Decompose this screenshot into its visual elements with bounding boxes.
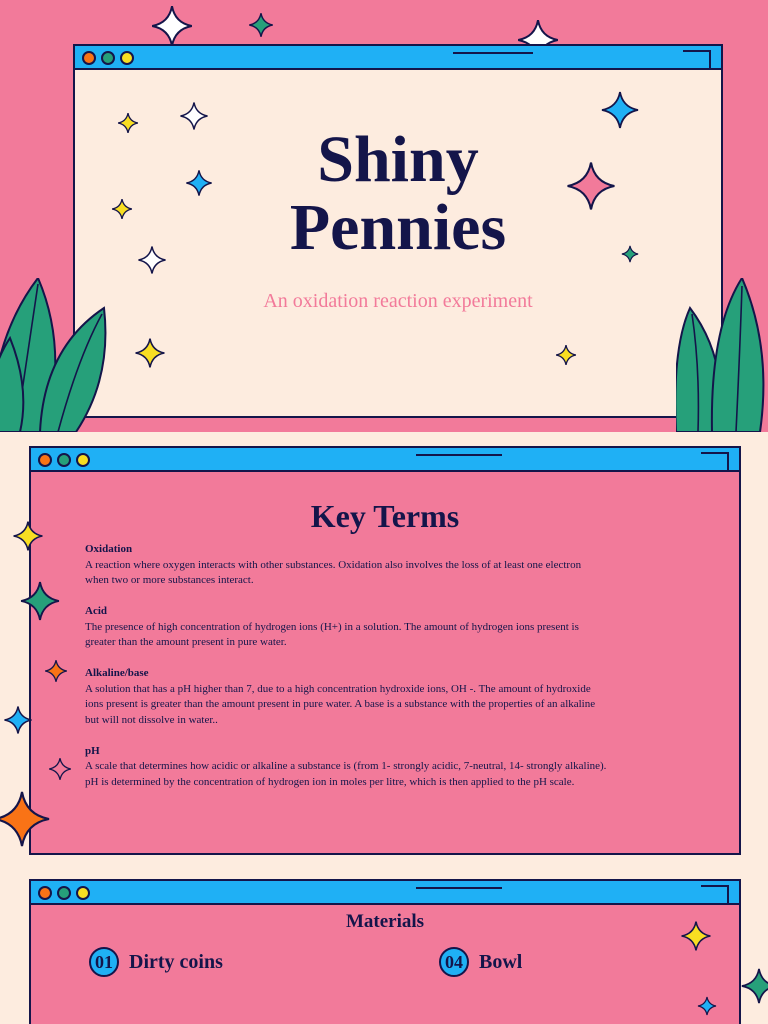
title-bar-corner bbox=[701, 452, 729, 470]
title-bar-corner bbox=[683, 50, 711, 68]
title-bar-line bbox=[416, 887, 502, 889]
window-dot-green bbox=[101, 51, 115, 65]
sparkle-icon bbox=[12, 520, 44, 552]
sparkle-icon bbox=[740, 964, 768, 1008]
window-dot-green bbox=[57, 453, 71, 467]
title-bar-corner bbox=[701, 885, 729, 903]
sparkle-icon bbox=[44, 658, 68, 684]
slide-title bbox=[75, 123, 721, 264]
term-definition-line: A solution that has a pH higher than 7, due to a high concentration hydroxide ions, OH -. The amount of hydroxide bbox=[85, 682, 591, 695]
materials-window bbox=[29, 879, 741, 1024]
title-bar-line bbox=[416, 454, 502, 456]
sparkle-icon bbox=[0, 784, 52, 854]
title-slide bbox=[0, 0, 768, 432]
window-dot-yellow bbox=[120, 51, 134, 65]
leaf-plant-left bbox=[0, 278, 112, 432]
term-name: pH bbox=[85, 744, 100, 757]
sparkle-icon bbox=[19, 580, 61, 622]
material-label: Dirty coins bbox=[129, 950, 223, 973]
term-definition-line: A scale that determines how acidic or alkaline a substance is (from 1- strongly acidic, 7-neutral, 14- strongly alkaline). bbox=[85, 760, 607, 772]
sparkle-icon bbox=[185, 169, 213, 197]
term-oxidation bbox=[85, 542, 705, 589]
sparkle-icon bbox=[3, 700, 33, 740]
sparkle-icon bbox=[621, 245, 639, 263]
term-alkaline-base bbox=[85, 666, 705, 728]
key-terms-list bbox=[85, 542, 705, 806]
sparkle-icon bbox=[117, 112, 139, 134]
window-dot-orange bbox=[38, 453, 52, 467]
leaf-plant-right bbox=[676, 278, 768, 432]
key-terms-slide bbox=[0, 432, 768, 864]
materials-title: Materials bbox=[345, 911, 425, 932]
sparkle-icon bbox=[134, 337, 166, 369]
sparkle-icon bbox=[150, 4, 194, 48]
sparkle-icon bbox=[555, 344, 577, 366]
sparkle-icon bbox=[179, 101, 209, 131]
material-item bbox=[439, 947, 522, 977]
sparkle-icon bbox=[697, 994, 717, 1018]
title-line-2: Pennies bbox=[289, 190, 507, 264]
sparkle-icon bbox=[565, 160, 617, 212]
term-name: Acid bbox=[85, 605, 107, 617]
material-number-badge: 01 bbox=[89, 947, 119, 977]
title-bar-line bbox=[453, 52, 533, 54]
term-definition-line: A reaction where oxygen interacts with other substances. Oxidation also involves the loss of at least one electron bbox=[85, 558, 582, 571]
material-number-badge: 04 bbox=[439, 947, 469, 977]
sparkle-icon bbox=[111, 198, 133, 220]
slide-subtitle: An oxidation reaction experiment bbox=[263, 290, 533, 312]
term-definition-line: ions present is greater than the amount present in pure water. A base is a substance with the properties of an alkaline bbox=[85, 698, 596, 710]
window-dot-green bbox=[57, 886, 71, 900]
sparkle-icon bbox=[600, 90, 640, 130]
title-line-1: Shiny bbox=[317, 123, 479, 196]
window-dot-orange bbox=[82, 51, 96, 65]
title-window bbox=[73, 44, 723, 418]
materials-slide bbox=[0, 864, 768, 1024]
term-definition-line: greater than the amount present in pure water. bbox=[85, 636, 287, 648]
term-definition-line: when two or more substances interact. bbox=[85, 574, 254, 586]
term-definition-line: pH is determined by the concentration of hydrogen ion in moles per litre, which is then applied to the pH scale. bbox=[85, 775, 575, 788]
key-terms-title: Key Terms bbox=[310, 498, 460, 534]
material-item bbox=[89, 947, 223, 977]
material-label: Bowl bbox=[479, 950, 523, 973]
term-name: Alkaline/base bbox=[85, 667, 149, 679]
key-terms-window bbox=[29, 446, 741, 855]
sparkle-icon bbox=[248, 12, 274, 38]
window-dot-yellow bbox=[76, 453, 90, 467]
window-title-bar bbox=[75, 46, 721, 70]
term-acid bbox=[85, 604, 705, 651]
term-ph bbox=[85, 744, 705, 791]
sparkle-icon bbox=[137, 245, 167, 275]
term-definition-line: The presence of high concentration of hydrogen ions (H+) in a solution. The amount of hydrogen ions present is bbox=[85, 620, 579, 633]
sparkle-icon bbox=[48, 757, 72, 781]
window-dot-yellow bbox=[76, 886, 90, 900]
term-definition-line: but will not dissolve in water.. bbox=[85, 713, 218, 726]
window-dot-orange bbox=[38, 886, 52, 900]
term-name: Oxidation bbox=[85, 543, 133, 555]
window-title-bar bbox=[31, 881, 739, 905]
sparkle-icon bbox=[680, 920, 712, 952]
window-title-bar bbox=[31, 448, 739, 472]
